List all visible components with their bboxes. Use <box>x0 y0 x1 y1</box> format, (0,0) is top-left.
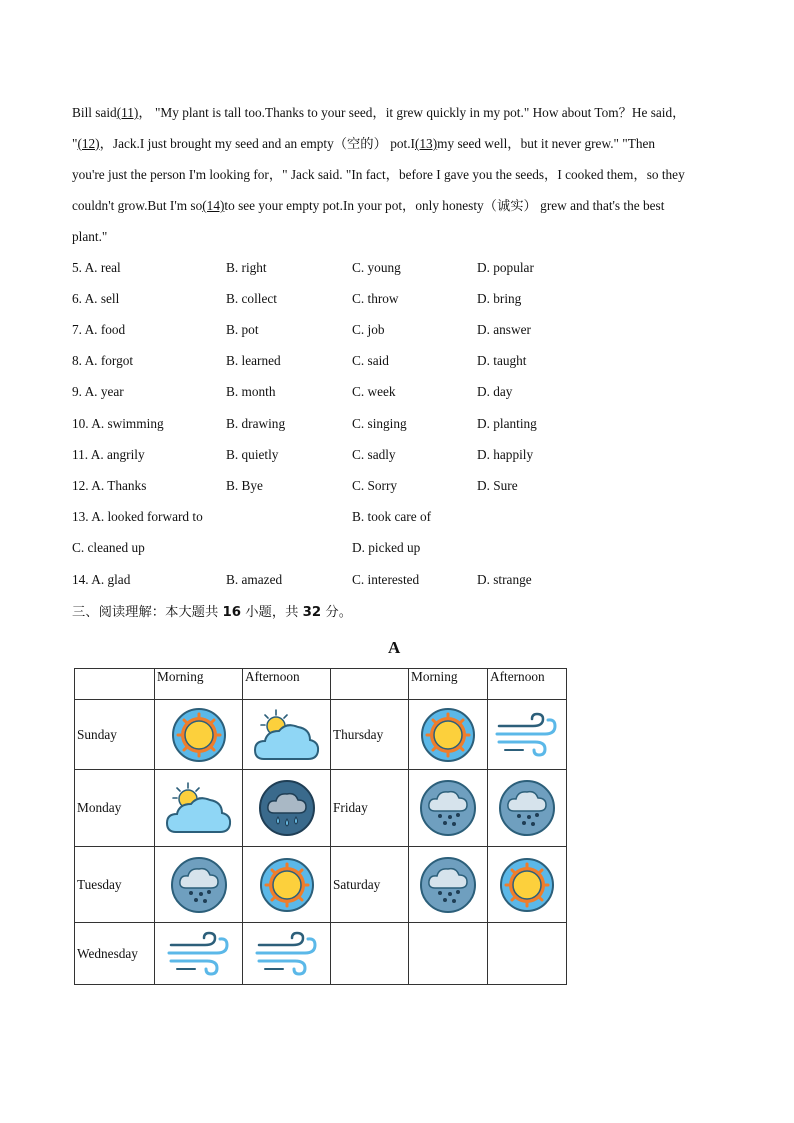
windy-icon <box>167 931 231 977</box>
option-b: B. drawing <box>226 416 286 431</box>
option-b: B. collect <box>226 291 277 306</box>
section-heading: 三、阅读理解：本大题共 16 小题，共 32 分。 <box>72 605 353 620</box>
option-a: 13. A. looked forward to <box>72 509 203 524</box>
table-row <box>75 669 567 700</box>
option-a: 12. A. Thanks <box>72 478 147 493</box>
option-b: B. quietly <box>226 447 279 462</box>
sunny-icon <box>420 707 476 763</box>
header-afternoon: Afternoon <box>488 669 567 700</box>
passage-line: "(12)，Jack.I just brought my seed and an empty（空的） pot.I(13)my seed well，but it never grew." "Then <box>72 136 656 151</box>
table-row <box>75 770 567 847</box>
option-a: 7. A. food <box>72 322 126 337</box>
day-label: Monday <box>75 770 155 847</box>
partly-cloudy-icon <box>252 707 322 763</box>
option-a: 6. A. sell <box>72 291 120 306</box>
header-morning: Morning <box>155 669 243 700</box>
option-c: C. throw <box>352 291 399 306</box>
option-c: C. cleaned up <box>72 540 145 555</box>
header-afternoon: Afternoon <box>243 669 331 700</box>
option-b: B. amazed <box>226 572 283 587</box>
windy-icon <box>255 931 319 977</box>
option-c: C. sadly <box>352 447 396 462</box>
option-b: B. learned <box>226 353 281 368</box>
table-row <box>75 700 567 770</box>
option-b: B. took care of <box>352 509 432 524</box>
sunny-icon <box>499 857 555 913</box>
day-label: Wednesday <box>75 923 155 985</box>
option-a: 8. A. forgot <box>72 353 134 368</box>
table-row <box>75 923 567 985</box>
option-c: C. young <box>352 260 401 275</box>
passage-line: you're just the person I'm looking for，" Jack said. "In fact，before I gave you the seeds，I cooked them，so they <box>72 167 685 182</box>
option-c: C. week <box>352 384 396 399</box>
option-a: 14. A. glad <box>72 572 131 587</box>
option-a: 11. A. angrily <box>72 447 145 462</box>
blank-14: (14) <box>202 198 225 213</box>
option-c: C. Sorry <box>352 478 398 493</box>
passage-letter: A <box>388 638 401 657</box>
option-c: C. job <box>352 322 385 337</box>
option-d: D. answer <box>477 322 531 337</box>
snowy-icon <box>419 779 477 837</box>
blank-11: (11) <box>116 105 139 120</box>
weather-table <box>74 668 567 985</box>
day-label: Friday <box>331 770 409 847</box>
day-label: Tuesday <box>75 847 155 923</box>
day-label: Thursday <box>331 700 409 770</box>
option-d: D. Sure <box>477 478 518 493</box>
sunny-icon <box>171 707 227 763</box>
option-d: D. taught <box>477 353 527 368</box>
option-d: D. popular <box>477 260 534 275</box>
option-d: D. day <box>477 384 513 399</box>
blank-13: (13) <box>414 136 438 151</box>
option-d: D. planting <box>477 416 537 431</box>
story-passage <box>72 97 732 252</box>
option-b: B. pot <box>226 322 259 337</box>
option-a: 10. A. swimming <box>72 416 164 431</box>
day-label: Sunday <box>75 700 155 770</box>
sunny-icon <box>259 857 315 913</box>
option-c: C. singing <box>352 416 407 431</box>
windy-icon <box>495 712 559 758</box>
option-b: B. Bye <box>226 478 263 493</box>
option-a: 9. A. year <box>72 384 124 399</box>
passage-line: couldn't grow.But I'm so(14)to see your empty pot.In your pot，only honesty（诚实） grew and that's the best <box>72 198 665 213</box>
rainy-icon <box>258 779 316 837</box>
option-b: B. right <box>226 260 267 275</box>
snowy-icon <box>419 856 477 914</box>
table-row <box>75 847 567 923</box>
option-d: D. bring <box>477 291 522 306</box>
header-morning: Morning <box>409 669 488 700</box>
option-d: D. strange <box>477 572 532 587</box>
option-c: C. said <box>352 353 389 368</box>
blank-12: (12) <box>77 136 100 151</box>
option-d: D. happily <box>477 447 534 462</box>
option-d: D. picked up <box>352 540 421 555</box>
option-a: 5. A. real <box>72 260 121 275</box>
option-b: B. month <box>226 384 276 399</box>
option-c: C. interested <box>352 572 420 587</box>
passage-line: Bill said(11)， "My plant is tall too.Thanks to your seed，it grew quickly in my pot." How about Tom？He said， <box>72 105 686 120</box>
passage-line: plant." <box>72 229 108 244</box>
snowy-icon <box>170 856 228 914</box>
partly-cloudy-icon <box>164 780 234 836</box>
day-label: Saturday <box>331 847 409 923</box>
snowy-icon <box>498 779 556 837</box>
